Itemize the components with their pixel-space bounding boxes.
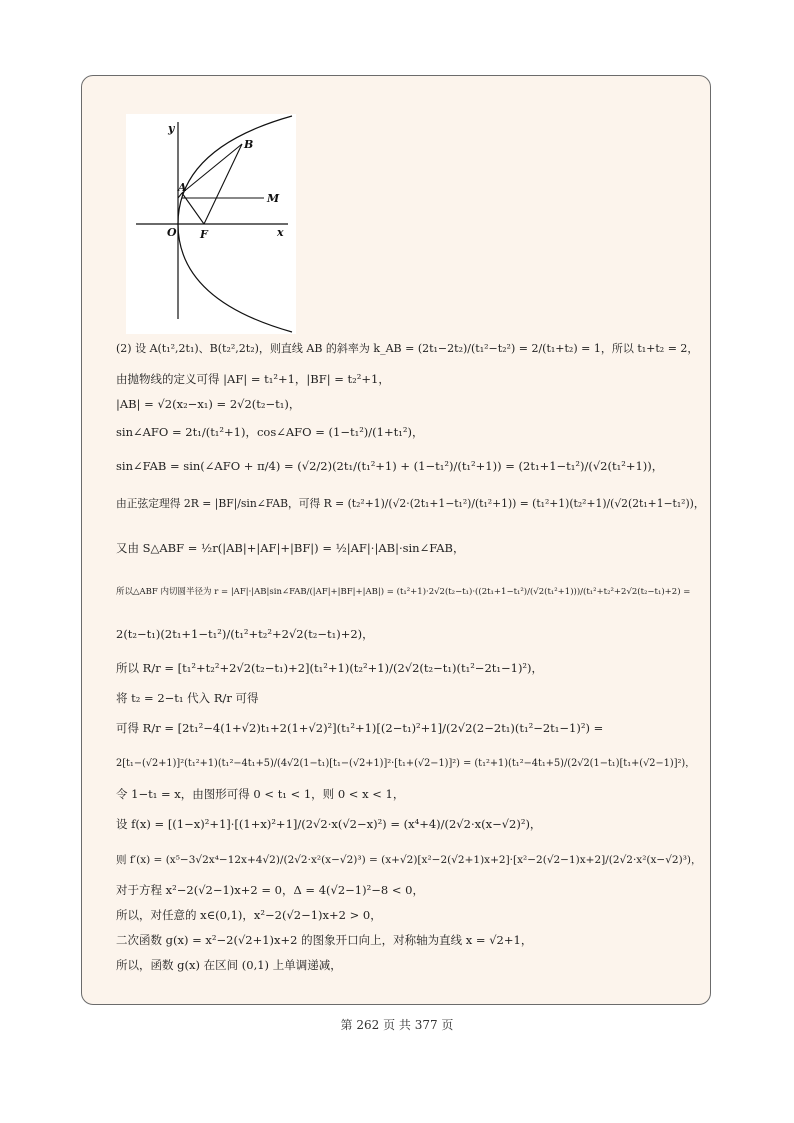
label-o: O: [167, 226, 177, 239]
solution-line-1: (2) 设 A(t₁²,2t₁)、B(t₂²,2t₂)，则直线 AB 的斜率为 k_AB = (2t₁−2t₂)/(t₁²−t₂²) = 2/(t₁+t₂) = 1，所以 t₁+t₂ = 2，: [116, 342, 699, 355]
solution-line-3: |AB| = √2(x₂−x₁) = 2√2(t₂−t₁)，: [116, 397, 301, 411]
solution-line-10: 所以 R/r = [t₁²+t₂²+2√2(t₂−t₁)+2](t₁²+1)(t₂²+1)/(2√2(t₂−t₁)(t₁²−2t₁−1)²)，: [116, 661, 544, 675]
label-m: M: [267, 192, 280, 205]
label-b: B: [244, 138, 254, 151]
segment-ab: [182, 144, 242, 193]
parabola-diagram: [126, 114, 296, 334]
label-y: y: [168, 122, 175, 135]
solution-line-20: 所以，函数 g(x) 在区间 (0,1) 上单调递减，: [116, 958, 342, 972]
solution-line-18: 所以，对任意的 x∈(0,1)，x²−2(√2−1)x+2 > 0，: [116, 908, 382, 922]
solution-line-16: 则 f′(x) = (x⁵−3√2x⁴−12x+4√2)/(2√2·x²(x−√2)³) = (x+√2)[x²−2(√2+1)x+2]·[x²−2(√2−1)x+2]/(2√2·x²(x−√2)³)，: [116, 854, 702, 866]
page-number: 第 262 页 共 377 页: [340, 1018, 454, 1032]
label-x: x: [277, 226, 284, 239]
solution-line-15: 设 f(x) = [(1−x)²+1]·[(1+x)²+1]/(2√2·x(√2−x)²) = (x⁴+4)/(2√2·x(x−√2)²)，: [116, 817, 542, 831]
solution-line-9: 2(t₂−t₁)(2t₁+1−t₁²)/(t₁²+t₂²+2√2(t₂−t₁)+2)，: [116, 627, 374, 641]
label-a: A: [178, 181, 187, 194]
solution-line-19: 二次函数 g(x) = x²−2(√2+1)x+2 的图象开口向上，对称轴为直线 x = √2+1，: [116, 933, 533, 947]
content-panel: [81, 75, 711, 1005]
solution-line-13: 2[t₁−(√2+1)]²(t₁²+1)(t₁²−4t₁+5)/(4√2(1−t₁)[t₁−(√2+1)]²·[t₁+(√2−1)]²) = (t₁²+1)(t₁²−4t₁+5)/(2√2(1−t₁)[t₁+(√2−1)]²)，: [116, 758, 695, 769]
solution-line-7: 又由 S△ABF = ½r(|AB|+|AF|+|BF|) = ½|AF|·|AB|·sin∠FAB，: [116, 541, 465, 555]
solution-line-12: 可得 R/r = [2t₁²−4(1+√2)t₁+2(1+√2)²](t₁²+1)[(2−t₁)²+1]/(2√2(2−2t₁)(t₁²−2t₁−1)²) =: [116, 721, 604, 735]
solution-line-14: 令 1−t₁ = x，由图形可得 0 < t₁ < 1，则 0 < x < 1，: [116, 787, 405, 801]
solution-line-5: sin∠FAB = sin(∠AFO + π/4) = (√2/2)(2t₁/(t₁²+1) + (1−t₁²)/(t₁²+1)) = (2t₁+1−t₁²)/(√2(t₁²+1))，: [116, 459, 664, 473]
label-f: F: [200, 228, 208, 241]
solution-line-2: 由抛物线的定义可得 |AF| = t₁²+1，|BF| = t₂²+1，: [116, 372, 390, 386]
solution-line-17: 对于方程 x²−2(√2−1)x+2 = 0，Δ = 4(√2−1)²−8 < 0，: [116, 883, 424, 897]
solution-line-4: sin∠AFO = 2t₁/(t₁²+1)，cos∠AFO = (1−t₁²)/(1+t₁²)，: [116, 425, 424, 439]
solution-line-6: 由正弦定理得 2R = |BF|/sin∠FAB，可得 R = (t₂²+1)/(√2·(2t₁+1−t₁²)/(t₁²+1)) = (t₁²+1)(t₂²+1)/(√2(2t₁+1−t₁²))，: [116, 497, 705, 510]
solution-line-8: 所以△ABF 内切圆半径为 r = |AF|·|AB|sin∠FAB/(|AF|+|BF|+|AB|) = (t₁²+1)·2√2(t₂−t₁)·((2t₁+1−t₁²)/(√2(t₁²+1)))/(t₁²+t₂²+2√2(t₂−t₁)+2) =: [116, 587, 691, 597]
solution-line-11: 将 t₂ = 2−t₁ 代入 R/r 可得: [116, 691, 259, 705]
parabola-figure: [126, 114, 296, 334]
